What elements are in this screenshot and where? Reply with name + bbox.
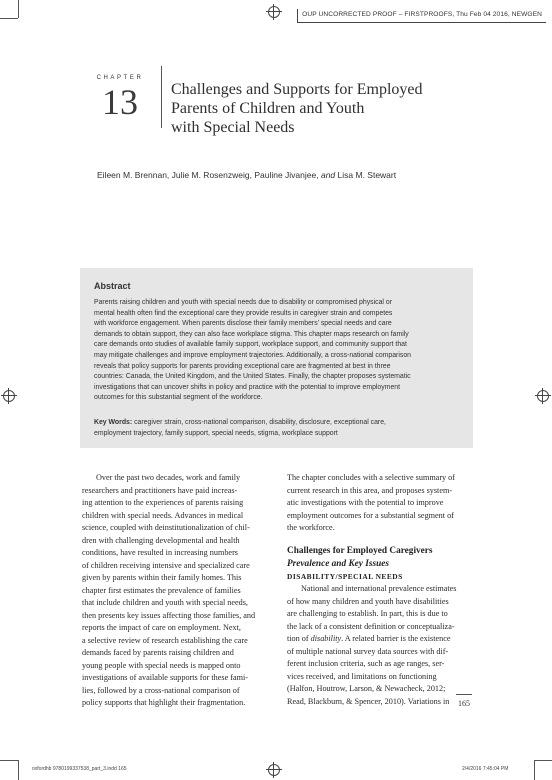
abstract-line: care demands onto studies of available family support, workplace support, and community support that [94,341,407,349]
author-conjunction: and [320,170,336,180]
abstract-line: outcomes for this substantial segment of the workforce. [94,394,263,402]
registration-mark-bottom [268,764,280,776]
body-line: given by parents within their family homes. This [82,573,242,582]
body-right-column [287,583,473,708]
crop-mark-top-left-v [18,0,19,18]
chapter-title [171,80,491,137]
abstract-line: countries: Canada, the United Kingdom, and the United States. Finally, the chapter proposes systematic [94,373,411,381]
crop-mark-bottom-left [0,760,18,761]
body-line-segment: . A related barrier is the existence [341,634,451,643]
registration-mark-left [3,390,15,402]
proof-header: OUP UNCORRECTED PROOF – FIRSTPROOFS, Thu Feb 04 2016, NEWGEN [297,9,546,23]
body-right-column-intro [287,472,473,535]
abstract-line: may mitigate challenges and improve employment trajectories. Additionally, a cross-national comparison [94,351,411,359]
body-line: ferent inclusion criteria, such as age ranges, ser- [287,659,445,668]
section-heading: Challenges for Employed Caregivers [287,546,433,556]
body-line: of multiple national survey data sources with dif- [287,646,449,656]
body-left-column [82,472,268,710]
abstract-text [94,298,464,404]
page-number-rule [456,694,472,695]
body-line: children with special needs. Advances in medical [82,510,244,520]
body-line: the lack of a consistent definition or conceptualiza- [287,621,455,631]
chapter-title-line: Challenges and Supports for Employed [171,81,423,98]
body-line: Read, Blackburn, & Spencer, 2010). Variations in [287,696,450,706]
abstract-line: with workforce engagement. When parents disclose their family members’ special needs and care [94,320,392,328]
crop-mark-bottom-left-v [18,760,19,780]
chapter-title-line: Parents of Children and Youth [171,100,365,117]
registration-mark-right [537,390,549,402]
abstract-line: demands to obtain support, they can also face workplace stigma. This chapter maps research on family [94,330,409,338]
registration-mark-top [268,6,280,18]
body-line: current research in this area, and proposes system- [287,485,453,495]
crop-mark-bottom-right [534,760,552,761]
author-names: Eileen M. Brennan, Julie M. Rosenzweig, Pauline Jivanjee, [97,170,319,180]
body-line: lies, followed by a cross-national comparison of [82,685,240,695]
section-subheading: Prevalence and Key Issues [287,559,389,569]
keywords [94,418,464,439]
abstract-line: Parents raising children and youth with special needs due to disability or compromised physical or [94,299,392,306]
body-line: ing attention to the experiences of parents raising [82,498,244,507]
crop-mark-bottom-right-v [534,760,535,780]
body-line: that include children and youth with special needs, [82,598,248,607]
italic-term: disability [310,634,342,643]
body-line: are challenging to establish. In part, this is due to [287,609,448,618]
footer-timestamp: 2/4/2016 7:45:04 PM [462,766,509,772]
body-line: conditions, have resulted in increasing numbers [82,548,238,557]
body-line: (Halfon, Houtrow, Larson, & Newacheck, 2012; [287,684,446,693]
body-line: then presents key issues affecting those families, and [82,610,256,620]
chapter-number: 13 [102,82,138,122]
abstract-line: reveals that policy supports for parents providing exceptional care are fragmented at best in three [94,362,391,370]
body-line: dren with challenging developmental and health [82,535,240,545]
crop-mark-top-left [0,18,18,19]
body-line: The chapter concludes with a selective summary of [287,473,456,482]
body-line: researchers and practitioners have paid increas- [82,485,238,495]
abstract-heading: Abstract [94,281,131,291]
abstract-line: mental health often find the exceptional care they provide results in caregiver strain and competes [94,309,393,317]
chapter-title-line: with Special Needs [171,119,295,136]
body-line: employment outcomes for a substantial segment of [287,510,454,520]
body-line: demands faced by parents raising children and [82,648,234,657]
body-line: young people with special needs is mapped onto [82,660,241,670]
abstract-line: investigations that can uncover shifts in policy and practice with the potential to improve employment [94,383,401,391]
author-last-name: Lisa M. Stewart [337,170,397,180]
small-caps-heading: DISABILITY/SPECIAL NEEDS [287,572,403,581]
chapter-label: CHAPTER [96,75,144,81]
keywords-label: Key Words: [94,419,133,426]
body-line: the workforce. [287,523,335,532]
body-line: of children receiving intensive and specialized care [82,560,250,570]
body-line: investigations of available supports for these fami- [82,673,248,682]
keywords-line: caregiver strain, cross-national comparison, disability, disclosure, exceptional care, [132,419,386,426]
body-line: Over the past two decades, work and family [96,473,241,482]
page-number: 165 [458,699,470,708]
body-line: chapter first estimates the prevalence of families [82,585,241,595]
body-line: vices received, and limitations on functioning [287,671,437,681]
body-line: a selective review of research establishing the care [82,635,248,645]
body-line: reports the impact of care on employment. Next, [82,623,241,632]
body-line: policy supports that highlight their fragmentation. [82,698,246,707]
body-line: of how many children and youth have disabilities [287,596,449,606]
body-line-segment: tion of [287,634,311,643]
body-line: atic investigations with the potential to improve [287,498,444,507]
keywords-line: employment trajectory, family support, special needs, stigma, workplace support [94,429,338,437]
author-list [97,170,517,180]
body-line: science, coupled with deinstitutionalization of chil- [82,523,250,532]
body-line: National and international prevalence estimates [301,584,457,593]
footer-file-info: oxfordhb 9780199337538_part_3.indd 165 [32,766,127,772]
